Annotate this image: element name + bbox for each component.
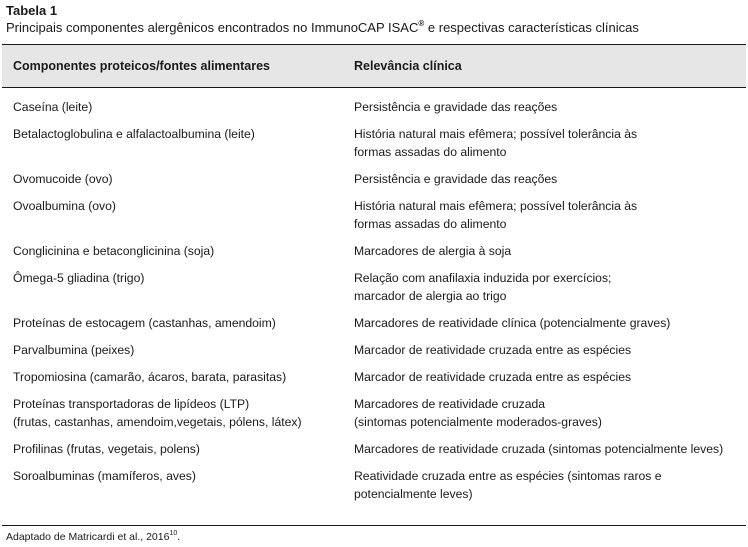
relevance-line: Marcadores de alergia à soja <box>354 244 512 258</box>
relevance-line: Persistência e gravidade das reações <box>354 172 558 186</box>
relevance-cell <box>354 170 739 188</box>
relevance-line: Marcador de reatividade cruzada entre as espécies <box>354 343 632 357</box>
relevance-cell <box>354 467 739 503</box>
component-cell <box>13 125 343 143</box>
column-header-relevance: Relevância clínica <box>354 59 462 73</box>
relevance-cell <box>354 368 739 386</box>
relevance-cell <box>354 197 739 233</box>
table-footnote <box>6 530 180 544</box>
component-line: Proteínas de estocagem (castanhas, amendoim) <box>13 316 276 330</box>
relevance-cell <box>354 125 739 161</box>
component-cell <box>13 440 343 458</box>
component-line: Proteínas transportadoras de lipídeos (LTP) <box>13 397 250 411</box>
relevance-line: Marcadores de reatividade cruzada (sintomas potencialmente leves) <box>354 442 724 456</box>
component-cell <box>13 269 343 287</box>
relevance-line: Reatividade cruzada entre as espécies (sintomas raros e <box>354 469 662 483</box>
relevance-cell <box>354 242 739 260</box>
relevance-line: Marcador de reatividade cruzada entre as espécies <box>354 370 632 384</box>
footnote-end: . <box>177 531 181 543</box>
component-line: Betalactoglobulina e alfalactoalbumina (leite) <box>13 127 255 141</box>
table-label: Tabela 1 <box>6 3 58 18</box>
table-header <box>2 44 746 88</box>
relevance-line: História natural mais efêmera; possível tolerância às <box>354 127 638 141</box>
relevance-cell <box>354 314 739 332</box>
relevance-line: formas assadas do alimento <box>354 145 507 159</box>
component-line: Ovomucoide (ovo) <box>13 172 113 186</box>
registered-mark: ® <box>418 19 425 28</box>
component-line: Caseína (leite) <box>13 100 93 114</box>
relevance-cell <box>354 341 739 359</box>
component-line: Ovoalbumina (ovo) <box>13 199 116 213</box>
component-line: Parvalbumina (peixes) <box>13 343 135 357</box>
table-title-suffix: e respectivas características clínicas <box>424 20 639 35</box>
component-line: (frutas, castanhas, amendoim,vegetais, pólens, látex) <box>13 415 302 429</box>
relevance-cell <box>354 269 739 305</box>
table-title-text: Principais componentes alergênicos encontrados no ImmunoCAP ISAC <box>6 20 419 35</box>
component-cell <box>13 170 343 188</box>
footnote-reference: 10 <box>169 530 178 537</box>
component-cell <box>13 242 343 260</box>
component-line: Tropomiosina (camarão, ácaros, barata, parasitas) <box>13 370 287 384</box>
relevance-cell <box>354 98 739 116</box>
relevance-cell <box>354 395 739 431</box>
relevance-line: formas assadas do alimento <box>354 217 507 231</box>
component-line: Profilinas (frutas, vegetais, polens) <box>13 442 200 456</box>
table-bottom-rule <box>2 525 746 526</box>
component-cell <box>13 341 343 359</box>
component-cell <box>13 197 343 215</box>
relevance-line: marcador de alergia ao trigo <box>354 289 507 303</box>
component-cell <box>13 395 343 431</box>
component-cell <box>13 98 343 116</box>
component-cell <box>13 467 343 485</box>
relevance-line: (sintomas potencialmente moderados-graves) <box>354 415 602 429</box>
column-header-components: Componentes proteicos/fontes alimentares <box>13 59 271 73</box>
relevance-line: Relação com anafilaxia induzida por exercícios; <box>354 271 612 285</box>
relevance-line: História natural mais efêmera; possível tolerância às <box>354 199 638 213</box>
relevance-line: Persistência e gravidade das reações <box>354 100 558 114</box>
component-line: Conglicinina e betaconglicinina (soja) <box>13 244 215 258</box>
table-title <box>6 19 742 36</box>
component-line: Ômega-5 gliadina (trigo) <box>13 271 145 285</box>
relevance-cell <box>354 440 739 458</box>
component-cell <box>13 314 343 332</box>
relevance-line: Marcadores de reatividade clínica (potencialmente graves) <box>354 316 671 330</box>
component-line: Soroalbuminas (mamíferos, aves) <box>13 469 196 483</box>
component-cell <box>13 368 343 386</box>
footnote-text: Adaptado de Matricardi et al., 2016 <box>6 531 170 543</box>
relevance-line: Marcadores de reatividade cruzada <box>354 397 546 411</box>
relevance-line: potencialmente leves) <box>354 487 473 501</box>
table-caption <box>6 2 742 36</box>
